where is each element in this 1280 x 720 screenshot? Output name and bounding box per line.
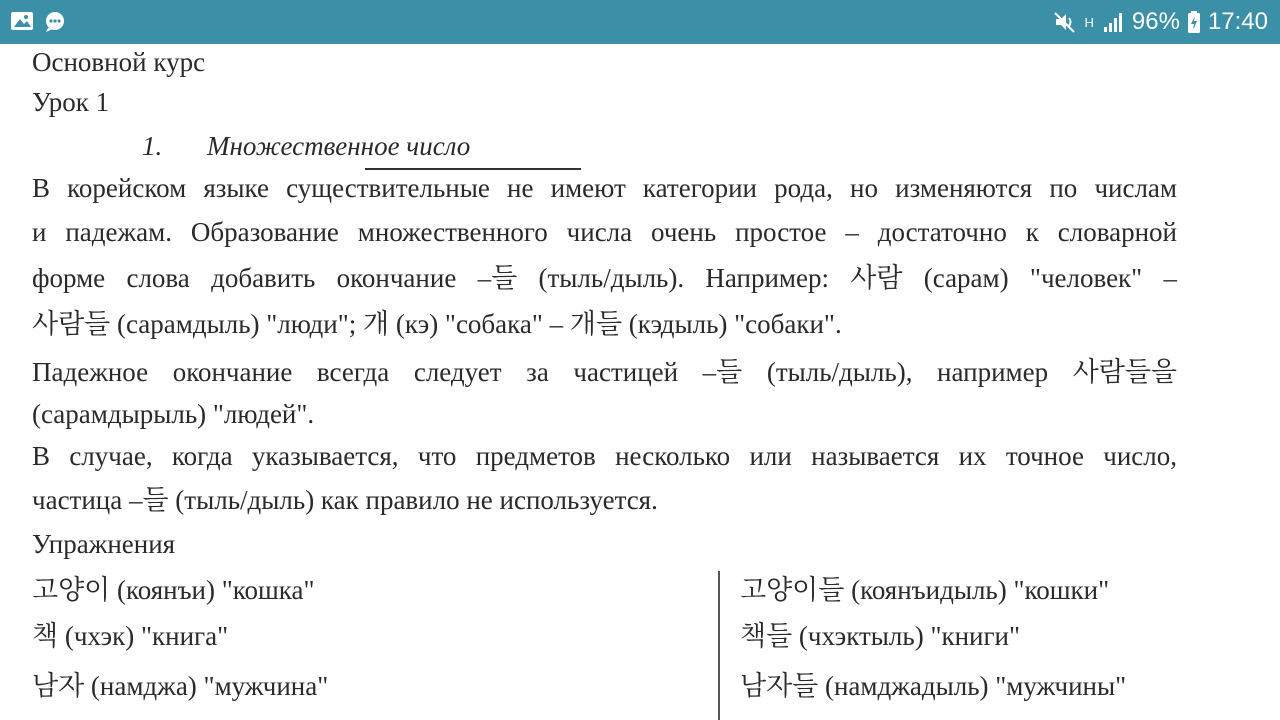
exercise-plural: 고양이들 (коянъидыль) "кошки" (740, 575, 1110, 605)
paragraph-line: и падежам. Образование множественного числа очень простое – достаточно к словарной (32, 217, 1177, 247)
exercise-plural: 남자들 (намджадыль) "мужчины" (740, 671, 1127, 701)
exercises-heading: Упражнения (32, 529, 176, 559)
column-divider (718, 571, 720, 720)
paragraph-line: Падежное окончание всегда следует за частицей –들 (тыль/дыль), например 사람들을 (32, 357, 1177, 387)
paragraph-line: 사람들 (сарамдыль) "люди"; 개 (кэ) "собака" – 개들 (кэдыль) "собаки". (32, 309, 842, 339)
clock: 17:40 (1207, 8, 1268, 35)
exercise-singular: 고양이 (коянъи) "кошка" (32, 575, 315, 605)
document-page (0, 44, 1280, 720)
section-title: Множественное число (207, 131, 471, 161)
battery-percent: 96% (1131, 8, 1180, 35)
paragraph-line: форме слова добавить окончание –들 (тыль/дыль). Например: 사람 (сарам) "человек" – (32, 263, 1177, 293)
chat-sync-icon (44, 10, 68, 32)
battery-icon (1188, 10, 1200, 34)
status-bar (0, 0, 1280, 44)
section-title-underline (365, 168, 581, 170)
network-type-label: H (1084, 14, 1094, 30)
lesson-title: Урок 1 (32, 87, 110, 117)
paragraph-line: В корейском языке существительные не имеют категории рода, но изменяются по числам (32, 173, 1177, 203)
paragraph-line: (сарамдырыль) "людей". (32, 399, 315, 429)
exercise-singular: 책 (чхэк) "книга" (32, 621, 229, 651)
paragraph-line: частица –들 (тыль/дыль) как правило не используется. (32, 485, 658, 515)
exercise-plural: 책들 (чхэктыль) "книги" (740, 621, 1021, 651)
paragraph-line: В случае, когда указывается, что предметов несколько или называется их точное число, (32, 441, 1177, 471)
signal-icon (1102, 11, 1124, 33)
course-title: Основной курс (32, 47, 206, 77)
system-icons (1053, 0, 1269, 44)
notification-icons (10, 10, 68, 32)
mute-icon (1053, 10, 1077, 34)
gallery-icon (10, 10, 34, 32)
exercise-singular: 남자 (намджа) "мужчина" (32, 671, 329, 701)
section-number: 1. (142, 131, 163, 161)
